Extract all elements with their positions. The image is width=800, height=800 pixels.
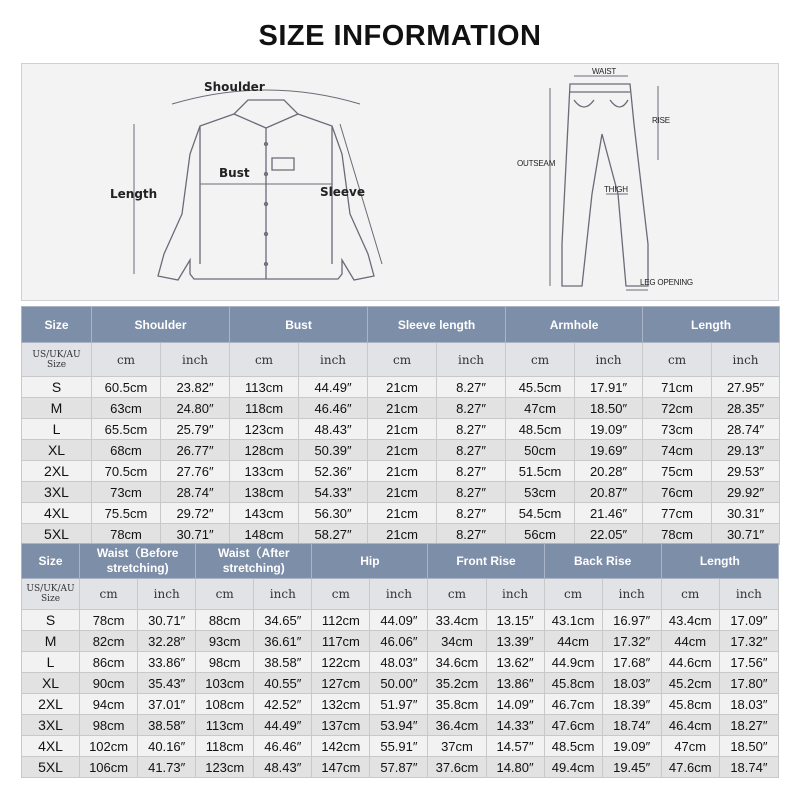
table-row — [22, 652, 779, 673]
sleeve-length-header: Sleeve length — [368, 307, 506, 343]
measurement-cell: 13.86″ — [486, 673, 544, 694]
measurement-cell: 106cm — [80, 757, 138, 778]
size-cell: 2XL — [22, 694, 80, 715]
size-cell: 5XL — [22, 524, 92, 545]
measurement-cell: 46.46″ — [299, 398, 368, 419]
measurement-cell: 30.71″ — [712, 524, 780, 545]
measurement-cell: 102cm — [80, 736, 138, 757]
top-size-table — [21, 306, 780, 545]
waist-after-header: Waist（After stretching) — [196, 544, 312, 579]
measurement-cell: 44.49″ — [299, 377, 368, 398]
measurement-cell: 76cm — [643, 482, 712, 503]
sleeve-label: Sleeve — [320, 185, 365, 199]
measurement-cell: 28.35″ — [712, 398, 780, 419]
measurement-cell: 63cm — [92, 398, 161, 419]
measurement-cell: 13.39″ — [486, 631, 544, 652]
size-cell: 3XL — [22, 715, 80, 736]
measurement-cell: 86cm — [80, 652, 138, 673]
front-rise-header: Front Rise — [428, 544, 544, 579]
measurement-cell: 14.33″ — [486, 715, 544, 736]
measurement-cell: 18.39″ — [602, 694, 661, 715]
measurement-cell: 29.53″ — [712, 461, 780, 482]
unit-inch: inch — [575, 343, 643, 377]
measurement-cell: 133cm — [230, 461, 299, 482]
measurement-cell: 44.49″ — [254, 715, 312, 736]
measurement-cell: 57.87″ — [370, 757, 428, 778]
size-cell: XL — [22, 440, 92, 461]
measurement-cell: 50.00″ — [370, 673, 428, 694]
measurement-cell: 32.28″ — [138, 631, 196, 652]
measurement-cell: 58.27″ — [299, 524, 368, 545]
measurement-cell: 60.5cm — [92, 377, 161, 398]
unit-inch: inch — [161, 343, 230, 377]
measurement-cell: 34.6cm — [428, 652, 486, 673]
measurement-cell: 34.65″ — [254, 610, 312, 631]
outseam-label: OUTSEAM — [517, 159, 556, 168]
measurement-diagram — [21, 63, 779, 301]
measurement-cell: 18.50″ — [575, 398, 643, 419]
measurement-cell: 28.74″ — [712, 419, 780, 440]
length-header: Length — [643, 307, 780, 343]
table-row — [22, 440, 780, 461]
measurement-cell: 36.4cm — [428, 715, 486, 736]
measurement-cell: 147cm — [312, 757, 370, 778]
measurement-cell: 29.72″ — [161, 503, 230, 524]
unit-cm: cm — [368, 343, 437, 377]
measurement-cell: 19.45″ — [602, 757, 661, 778]
measurement-cell: 8.27″ — [437, 377, 506, 398]
measurement-cell: 56.30″ — [299, 503, 368, 524]
measurement-cell: 43.4cm — [661, 610, 719, 631]
table-row — [22, 524, 780, 545]
measurement-cell: 17.91″ — [575, 377, 643, 398]
shoulder-header: Shoulder — [92, 307, 230, 343]
measurement-cell: 123cm — [230, 419, 299, 440]
measurement-cell: 18.27″ — [719, 715, 778, 736]
measurement-cell: 14.80″ — [486, 757, 544, 778]
size-cell: 2XL — [22, 461, 92, 482]
measurement-cell: 18.03″ — [719, 694, 778, 715]
measurement-cell: 113cm — [230, 377, 299, 398]
measurement-cell: 21cm — [368, 419, 437, 440]
size-cell: S — [22, 377, 92, 398]
garment-illustration — [22, 64, 780, 302]
measurement-cell: 23.82″ — [161, 377, 230, 398]
measurement-cell: 53cm — [506, 482, 575, 503]
measurement-cell: 8.27″ — [437, 482, 506, 503]
measurement-cell: 47.6cm — [661, 757, 719, 778]
measurement-cell: 18.50″ — [719, 736, 778, 757]
size-cell: M — [22, 631, 80, 652]
measurement-cell: 54.33″ — [299, 482, 368, 503]
measurement-cell: 118cm — [196, 736, 254, 757]
measurement-cell: 71cm — [643, 377, 712, 398]
table-row — [22, 715, 779, 736]
bottom-table-body — [22, 610, 779, 778]
measurement-cell: 37.01″ — [138, 694, 196, 715]
measurement-cell: 51.5cm — [506, 461, 575, 482]
unit-inch: inch — [299, 343, 368, 377]
measurement-cell: 20.28″ — [575, 461, 643, 482]
measurement-cell: 30.31″ — [712, 503, 780, 524]
table-row — [22, 673, 779, 694]
measurement-cell: 38.58″ — [138, 715, 196, 736]
measurement-cell: 75.5cm — [92, 503, 161, 524]
measurement-cell: 21cm — [368, 482, 437, 503]
size-cell: M — [22, 398, 92, 419]
measurement-cell: 34cm — [428, 631, 486, 652]
length-label: Length — [110, 187, 158, 201]
measurement-cell: 55.91″ — [370, 736, 428, 757]
measurement-cell: 37cm — [428, 736, 486, 757]
measurement-cell: 19.09″ — [575, 419, 643, 440]
measurement-cell: 47cm — [661, 736, 719, 757]
measurement-cell: 137cm — [312, 715, 370, 736]
bottom-header-row — [22, 544, 779, 579]
measurement-cell: 122cm — [312, 652, 370, 673]
measurement-cell: 103cm — [196, 673, 254, 694]
unit-cm: cm — [80, 579, 138, 610]
measurement-cell: 21.46″ — [575, 503, 643, 524]
measurement-cell: 73cm — [92, 482, 161, 503]
measurement-cell: 94cm — [80, 694, 138, 715]
measurement-cell: 45.2cm — [661, 673, 719, 694]
measurement-cell: 112cm — [312, 610, 370, 631]
size-header: Size — [22, 307, 92, 343]
measurement-cell: 50cm — [506, 440, 575, 461]
measurement-cell: 98cm — [196, 652, 254, 673]
measurement-cell: 78cm — [92, 524, 161, 545]
size-cell: S — [22, 610, 80, 631]
measurement-cell: 19.09″ — [602, 736, 661, 757]
table-row — [22, 736, 779, 757]
measurement-cell: 8.27″ — [437, 503, 506, 524]
bust-header: Bust — [230, 307, 368, 343]
measurement-cell: 37.6cm — [428, 757, 486, 778]
measurement-cell: 46.4cm — [661, 715, 719, 736]
measurement-cell: 78cm — [80, 610, 138, 631]
measurement-cell: 33.4cm — [428, 610, 486, 631]
measurement-cell: 27.95″ — [712, 377, 780, 398]
measurement-cell: 21cm — [368, 377, 437, 398]
measurement-cell: 117cm — [312, 631, 370, 652]
waist-label: WAIST — [592, 67, 617, 76]
page-title: SIZE INFORMATION — [258, 20, 542, 52]
table-row — [22, 482, 780, 503]
measurement-cell: 118cm — [230, 398, 299, 419]
measurement-cell: 68cm — [92, 440, 161, 461]
measurement-cell: 98cm — [80, 715, 138, 736]
measurement-cell: 29.92″ — [712, 482, 780, 503]
unit-cm: cm — [312, 579, 370, 610]
measurement-cell: 17.32″ — [719, 631, 778, 652]
measurement-cell: 18.03″ — [602, 673, 661, 694]
bust-label: Bust — [219, 166, 250, 180]
measurement-cell: 143cm — [230, 503, 299, 524]
measurement-cell: 40.55″ — [254, 673, 312, 694]
measurement-cell: 48.43″ — [299, 419, 368, 440]
measurement-cell: 21cm — [368, 398, 437, 419]
table-row — [22, 757, 779, 778]
measurement-cell: 82cm — [80, 631, 138, 652]
measurement-cell: 18.74″ — [719, 757, 778, 778]
measurement-cell: 8.27″ — [437, 398, 506, 419]
measurement-cell: 44.9cm — [544, 652, 602, 673]
measurement-cell: 17.56″ — [719, 652, 778, 673]
shoulder-label: Shoulder — [204, 80, 265, 94]
measurement-cell: 22.05″ — [575, 524, 643, 545]
length-header: Length — [661, 544, 778, 579]
measurement-cell: 45.8cm — [544, 673, 602, 694]
unit-inch: inch — [254, 579, 312, 610]
unit-cm: cm — [92, 343, 161, 377]
unit-cm: cm — [544, 579, 602, 610]
top-unit-row — [22, 343, 780, 377]
measurement-cell: 72cm — [643, 398, 712, 419]
measurement-cell: 38.58″ — [254, 652, 312, 673]
top-table-body — [22, 377, 780, 545]
measurement-cell: 16.97″ — [602, 610, 661, 631]
table-row — [22, 461, 780, 482]
size-cell: L — [22, 419, 92, 440]
measurement-cell: 148cm — [230, 524, 299, 545]
unit-inch: inch — [370, 579, 428, 610]
back-rise-header: Back Rise — [544, 544, 661, 579]
unit-cm: cm — [643, 343, 712, 377]
measurement-cell: 27.76″ — [161, 461, 230, 482]
measurement-cell: 52.36″ — [299, 461, 368, 482]
measurement-cell: 53.94″ — [370, 715, 428, 736]
measurement-cell: 54.5cm — [506, 503, 575, 524]
table-row — [22, 419, 780, 440]
measurement-cell: 30.71″ — [161, 524, 230, 545]
measurement-cell: 21cm — [368, 440, 437, 461]
shirt-measure-lines — [134, 90, 382, 274]
unit-inch: inch — [712, 343, 780, 377]
measurement-cell: 48.5cm — [506, 419, 575, 440]
measurement-cell: 45.5cm — [506, 377, 575, 398]
table-row — [22, 377, 780, 398]
measurement-cell: 138cm — [230, 482, 299, 503]
size-cell: XL — [22, 673, 80, 694]
size-cell: 5XL — [22, 757, 80, 778]
unit-cm: cm — [506, 343, 575, 377]
size-cell: L — [22, 652, 80, 673]
measurement-cell: 74cm — [643, 440, 712, 461]
measurement-cell: 47.6cm — [544, 715, 602, 736]
measurement-cell: 35.8cm — [428, 694, 486, 715]
measurement-cell: 123cm — [196, 757, 254, 778]
measurement-cell: 70.5cm — [92, 461, 161, 482]
measurement-cell: 49.4cm — [544, 757, 602, 778]
measurement-cell: 25.79″ — [161, 419, 230, 440]
table-row — [22, 398, 780, 419]
measurement-cell: 17.09″ — [719, 610, 778, 631]
unit-inch: inch — [602, 579, 661, 610]
measurement-cell: 51.97″ — [370, 694, 428, 715]
table-row — [22, 610, 779, 631]
measurement-cell: 24.80″ — [161, 398, 230, 419]
measurement-cell: 36.61″ — [254, 631, 312, 652]
measurement-cell: 40.16″ — [138, 736, 196, 757]
measurement-cell: 128cm — [230, 440, 299, 461]
measurement-cell: 46.06″ — [370, 631, 428, 652]
measurement-cell: 50.39″ — [299, 440, 368, 461]
unit-cm: cm — [661, 579, 719, 610]
measurement-cell: 21cm — [368, 524, 437, 545]
rise-label: RISE — [652, 116, 670, 125]
measurement-cell: 8.27″ — [437, 419, 506, 440]
size-header: Size — [22, 544, 80, 579]
measurement-cell: 13.15″ — [486, 610, 544, 631]
measurement-cell: 13.62″ — [486, 652, 544, 673]
leg-opening-label: LEG OPENING — [640, 278, 693, 287]
measurement-cell: 18.74″ — [602, 715, 661, 736]
bottom-unit-row — [22, 579, 779, 610]
measurement-cell: 48.03″ — [370, 652, 428, 673]
measurement-cell: 46.46″ — [254, 736, 312, 757]
measurement-cell: 42.52″ — [254, 694, 312, 715]
measurement-cell: 20.87″ — [575, 482, 643, 503]
measurement-cell: 127cm — [312, 673, 370, 694]
measurement-cell: 8.27″ — [437, 461, 506, 482]
measurement-cell: 75cm — [643, 461, 712, 482]
measurement-cell: 44cm — [544, 631, 602, 652]
unit-inch: inch — [719, 579, 778, 610]
measurement-cell: 46.7cm — [544, 694, 602, 715]
measurement-cell: 41.73″ — [138, 757, 196, 778]
measurement-cell: 65.5cm — [92, 419, 161, 440]
measurement-cell: 14.09″ — [486, 694, 544, 715]
measurement-cell: 88cm — [196, 610, 254, 631]
unit-cm: cm — [428, 579, 486, 610]
size-region-label: US/UK/AU Size — [22, 343, 92, 377]
measurement-cell: 44cm — [661, 631, 719, 652]
measurement-cell: 47cm — [506, 398, 575, 419]
unit-cm: cm — [196, 579, 254, 610]
armhole-header: Armhole — [506, 307, 643, 343]
pants-measure-lines — [550, 76, 658, 290]
measurement-cell: 48.43″ — [254, 757, 312, 778]
measurement-cell: 30.71″ — [138, 610, 196, 631]
thigh-label: THIGH — [604, 185, 628, 194]
table-row — [22, 694, 779, 715]
hip-header: Hip — [312, 544, 428, 579]
measurement-cell: 43.1cm — [544, 610, 602, 631]
measurement-cell: 44.09″ — [370, 610, 428, 631]
measurement-cell: 113cm — [196, 715, 254, 736]
measurement-cell: 90cm — [80, 673, 138, 694]
measurement-cell: 142cm — [312, 736, 370, 757]
measurement-cell: 26.77″ — [161, 440, 230, 461]
unit-inch: inch — [486, 579, 544, 610]
measurement-cell: 21cm — [368, 503, 437, 524]
measurement-cell: 29.13″ — [712, 440, 780, 461]
measurement-cell: 17.32″ — [602, 631, 661, 652]
measurement-cell: 44.6cm — [661, 652, 719, 673]
measurement-cell: 48.5cm — [544, 736, 602, 757]
size-region-label: US/UK/AU Size — [22, 579, 80, 610]
table-row — [22, 631, 779, 652]
measurement-cell: 93cm — [196, 631, 254, 652]
measurement-cell: 35.2cm — [428, 673, 486, 694]
measurement-cell: 19.69″ — [575, 440, 643, 461]
measurement-cell: 77cm — [643, 503, 712, 524]
measurement-cell: 56cm — [506, 524, 575, 545]
measurement-cell: 33.86″ — [138, 652, 196, 673]
measurement-cell: 14.57″ — [486, 736, 544, 757]
unit-inch: inch — [138, 579, 196, 610]
measurement-cell: 108cm — [196, 694, 254, 715]
size-cell: 4XL — [22, 503, 92, 524]
measurement-cell: 8.27″ — [437, 440, 506, 461]
size-cell: 3XL — [22, 482, 92, 503]
measurement-cell: 17.80″ — [719, 673, 778, 694]
measurement-cell: 73cm — [643, 419, 712, 440]
unit-cm: cm — [230, 343, 299, 377]
measurement-cell: 78cm — [643, 524, 712, 545]
measurement-cell: 45.8cm — [661, 694, 719, 715]
size-cell: 4XL — [22, 736, 80, 757]
waist-before-header: Waist（Before stretching) — [80, 544, 196, 579]
bottom-size-table — [21, 543, 779, 778]
measurement-cell: 35.43″ — [138, 673, 196, 694]
measurement-cell: 17.68″ — [602, 652, 661, 673]
measurement-cell: 8.27″ — [437, 524, 506, 545]
measurement-cell: 132cm — [312, 694, 370, 715]
table-row — [22, 503, 780, 524]
measurement-cell: 21cm — [368, 461, 437, 482]
top-header-row — [22, 307, 780, 343]
measurement-cell: 28.74″ — [161, 482, 230, 503]
unit-inch: inch — [437, 343, 506, 377]
